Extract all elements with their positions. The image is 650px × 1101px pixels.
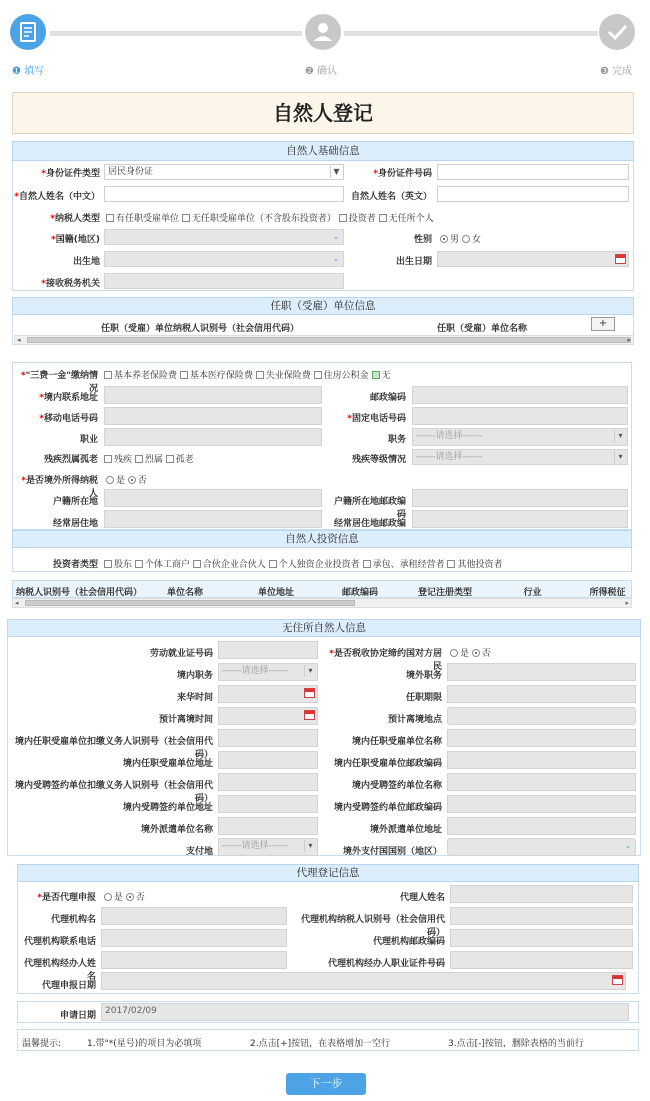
fees-label: *"三费一金"缴纳情况 [20, 371, 98, 394]
phone-label: *固定电话号码 [347, 414, 406, 424]
tax-type-label: *纳税人类型 [50, 214, 100, 224]
gender-label: 性别 [413, 235, 432, 245]
hire-name-label: 境内受聘签约单位名称 [351, 781, 442, 791]
next-step-button[interactable]: 下一步 [286, 1073, 366, 1095]
hire-name-input[interactable] [447, 773, 636, 791]
dom-pos-select[interactable]: ------请选择------ ▾ [218, 663, 318, 681]
pay-place-select[interactable]: ------请选择------ ▾ [218, 838, 318, 856]
hukou-input[interactable] [104, 489, 322, 507]
mobile-input[interactable] [104, 407, 322, 425]
hire-addr-label: 境内受聘签约单位地址 [122, 803, 213, 813]
invest-col: 登记注册类型 [417, 588, 472, 598]
tax-office-label: *接收税务机关 [41, 279, 100, 289]
chevron-down-icon: ▾ [304, 665, 316, 677]
name-cn-input[interactable] [104, 186, 344, 202]
calendar-icon[interactable] [615, 254, 626, 264]
check-complete-icon [599, 14, 635, 50]
dispatch-name-input[interactable] [218, 817, 318, 835]
handler-label: 代理机构经办人姓名 [23, 959, 96, 982]
id-no-label: *身份证件号码 [373, 169, 432, 179]
id-type-label: *身份证件类型 [41, 169, 100, 179]
dom-pos-label: 境内职务 [176, 671, 213, 681]
name-cn-label: *自然人姓名（中文） [14, 192, 100, 202]
invest-type-options[interactable]: 股东 个体工商户 合伙企业合伙人 个人独资企业投资者 承包、承租经营者 其他投资者 [104, 557, 502, 570]
ovs-pos-label: 境外职务 [405, 671, 442, 681]
live-label: 经常居住地 [52, 519, 98, 529]
hire-id-label: 境内受聘签约单位扣缴义务人识别号（社会信用代码） [14, 781, 213, 804]
treaty-label: *是否税收协定缔约国对方居民 [329, 649, 442, 672]
agent-date-label: 代理申报日期 [41, 981, 96, 991]
org-tax-id-label: 代理机构纳税人识别号（社会信用代码） [300, 915, 445, 938]
emp-addr-label: 境内任职受雇单位地址 [122, 759, 213, 769]
id-no-input[interactable] [437, 164, 629, 180]
chevron-down-icon: ⌄ [332, 232, 340, 241]
invest-col: 行业 [523, 588, 542, 598]
labor-label: 劳动就业证号码 [149, 649, 213, 659]
birthplace-label: 出生地 [72, 257, 100, 267]
emp-addr-input[interactable] [218, 751, 318, 769]
is-agent-label: *是否代理申报 [37, 893, 96, 903]
term-label: 任职期限 [405, 693, 442, 703]
treaty-radio[interactable]: 是 否 [450, 646, 491, 659]
zip-label: 邮政编码 [369, 393, 406, 403]
handler-cert-input[interactable] [450, 951, 633, 969]
page-title: 自然人登记 [12, 92, 634, 134]
dispatch-name-label: 境外派遣单位名称 [140, 825, 213, 835]
leave-time-input[interactable] [218, 707, 318, 725]
pay-country-select[interactable] [447, 838, 636, 856]
org-phone-label: 代理机构联系电话 [23, 937, 96, 947]
disab-level-select[interactable]: ------请选择------ ▾ [412, 449, 628, 465]
is-agent-radio[interactable]: 是 否 [104, 890, 145, 903]
leave-time-label: 预计离境时间 [158, 715, 213, 725]
birthday-label: 出生日期 [395, 257, 432, 267]
invest-type-label: 投资者类型 [52, 560, 98, 570]
invest-col: 单位名称 [166, 588, 203, 598]
position-select[interactable]: ------请选择------ ▾ [412, 428, 628, 446]
basic-form [12, 161, 634, 291]
phone-input[interactable] [412, 407, 628, 425]
emp-zip-label: 境内任职受雇单位邮政编码 [333, 759, 442, 769]
step3-label: ❸ 完成 [600, 66, 633, 77]
chevron-down-icon: ▼ [330, 166, 342, 178]
step1-icon [10, 14, 46, 50]
gender-radio[interactable]: 男 女 [440, 232, 481, 245]
employ-scrollbar[interactable]: ◂ ▸ [14, 335, 634, 345]
employ-col-name: 任职（受雇）单位名称 [436, 324, 527, 334]
overseas-radio[interactable]: 是 否 [106, 473, 147, 486]
mobile-label: *移动电话号码 [39, 414, 98, 424]
birthday-input[interactable] [437, 251, 629, 267]
zip-input[interactable] [412, 386, 628, 404]
step-progress [0, 0, 650, 80]
arrive-label: 来华时间 [176, 693, 213, 703]
labor-input[interactable] [218, 641, 318, 659]
invest-col: 所得税征 [589, 588, 626, 598]
chevron-down-icon: ▾ [304, 840, 316, 852]
name-en-input[interactable] [437, 186, 629, 202]
section-basic-header: 自然人基础信息 [12, 141, 634, 161]
id-type-select[interactable]: 居民身份证 ▼ [104, 164, 344, 180]
disab-label: 残疾烈属孤老 [43, 455, 98, 465]
agent-date-input[interactable] [101, 972, 626, 990]
hukou-zip-input[interactable] [412, 489, 628, 507]
birthplace-select[interactable] [104, 251, 344, 267]
section-agent-header: 代理登记信息 [17, 864, 639, 882]
org-zip-label: 代理机构邮政编码 [372, 937, 445, 947]
apply-date-label: 申请日期 [59, 1011, 96, 1021]
calendar-icon[interactable] [612, 975, 623, 985]
agent-name-label: 代理人姓名 [399, 893, 445, 903]
agent-name-input[interactable] [450, 885, 633, 903]
dispatch-addr-label: 境外派遣单位地址 [369, 825, 442, 835]
user-confirm-icon [305, 14, 341, 50]
position-label: 职务 [387, 435, 406, 445]
calendar-icon[interactable] [304, 688, 315, 698]
job-label: 职业 [79, 435, 98, 445]
hire-zip-label: 境内受聘签约单位邮政编码 [333, 803, 442, 813]
invest-col: 纳税人识别号（社会信用代码） [15, 588, 142, 598]
invest-col: 单位地址 [257, 588, 294, 598]
live-input[interactable] [104, 510, 322, 528]
section-employ-header: 任职（受雇）单位信息 [12, 297, 634, 315]
chevron-down-icon: ⌄ [624, 841, 632, 850]
tax-office-input[interactable] [104, 273, 344, 289]
name-en-label: 自然人姓名（英文） [350, 192, 432, 202]
tips-title: 温馨提示: [22, 1039, 62, 1049]
org-phone-input[interactable] [101, 929, 287, 947]
chevron-down-icon: ▾ [614, 430, 626, 442]
emp-zip-input[interactable] [447, 751, 636, 769]
leave-place-label: 预计离境地点 [387, 715, 442, 725]
live-zip-label: 经常居住地邮政编 [333, 519, 406, 529]
org-name-input[interactable] [101, 907, 287, 925]
hire-addr-input[interactable] [218, 795, 318, 813]
addr-label: *境内联系地址 [39, 393, 98, 403]
chevron-down-icon: ▾ [614, 451, 626, 463]
tax-type-options[interactable]: 有任职受雇单位 无任职受雇单位（不含股东投资者） 投资者 无任所个人 [106, 211, 434, 224]
disab-level-label: 残疾等级情况 [351, 455, 406, 465]
org-name-label: 代理机构名 [50, 915, 96, 925]
emp-name-input[interactable] [447, 729, 636, 747]
nation-select[interactable] [104, 229, 344, 245]
invest-col: 邮政编码 [341, 588, 378, 598]
section-nonres-header: 无住所自然人信息 [7, 619, 641, 637]
term-input[interactable] [447, 685, 636, 703]
employ-col-id: 任职（受雇）单位纳税人识别号（社会信用代码） [100, 324, 299, 334]
live-zip-input[interactable] [412, 510, 628, 528]
step2-label: ❷ 确认 [305, 66, 338, 77]
tip-3: 3.点击[-]按钮，删除表格的当前行 [448, 1039, 584, 1049]
hire-id-input[interactable] [218, 773, 318, 791]
hukou-label: 户籍所在地 [52, 497, 98, 507]
step-connector [344, 31, 598, 36]
leave-place-input[interactable] [447, 707, 636, 725]
section-invest-header: 自然人投资信息 [12, 530, 632, 548]
arrive-input[interactable] [218, 685, 318, 703]
emp-id-input[interactable] [218, 729, 318, 747]
handler-cert-label: 代理机构经办人职业证件号码 [327, 959, 445, 969]
nation-label: *国籍(地区) [51, 235, 100, 245]
emp-id-label: 境内任职受雇单位扣缴义务人识别号（社会信用代码） [14, 737, 213, 760]
org-zip-input[interactable] [450, 929, 633, 947]
fees-options[interactable]: 基本养老保险费 基本医疗保险费 失业保险费 住房公积金 无 [104, 368, 391, 381]
apply-date-input[interactable]: 2017/02/09 [101, 1003, 629, 1021]
overseas-label: *是否境外所得纳税人 [21, 476, 98, 499]
hire-zip-input[interactable] [447, 795, 636, 813]
ovs-pos-input[interactable] [447, 663, 636, 681]
step1-label: ❶ 填写 [12, 66, 45, 77]
invest-scrollbar[interactable]: ◂ ▸ [12, 598, 632, 608]
hukou-zip-label: 户籍所在地邮政编码 [333, 497, 406, 520]
dispatch-addr-input[interactable] [447, 817, 636, 835]
pay-country-label: 境外支付国国别（地区） [342, 847, 442, 857]
handler-input[interactable] [101, 951, 287, 969]
org-tax-id-input[interactable] [450, 907, 633, 925]
pay-place-label: 支付地 [185, 847, 213, 857]
employ-add-button[interactable]: + [591, 317, 615, 331]
tip-2: 2.点击[+]按钮，在表格增加一空行 [250, 1039, 391, 1049]
calendar-icon[interactable] [304, 710, 315, 720]
addr-input[interactable] [104, 386, 322, 404]
tip-1: 1.带"*(星号)的项目为必填项 [87, 1039, 202, 1049]
chevron-down-icon: ⌄ [332, 254, 340, 263]
job-input[interactable] [104, 428, 322, 446]
step-connector [50, 31, 302, 36]
disab-options[interactable]: 残疾 烈属 孤老 [104, 452, 194, 465]
emp-name-label: 境内任职受雇单位名称 [351, 737, 442, 747]
